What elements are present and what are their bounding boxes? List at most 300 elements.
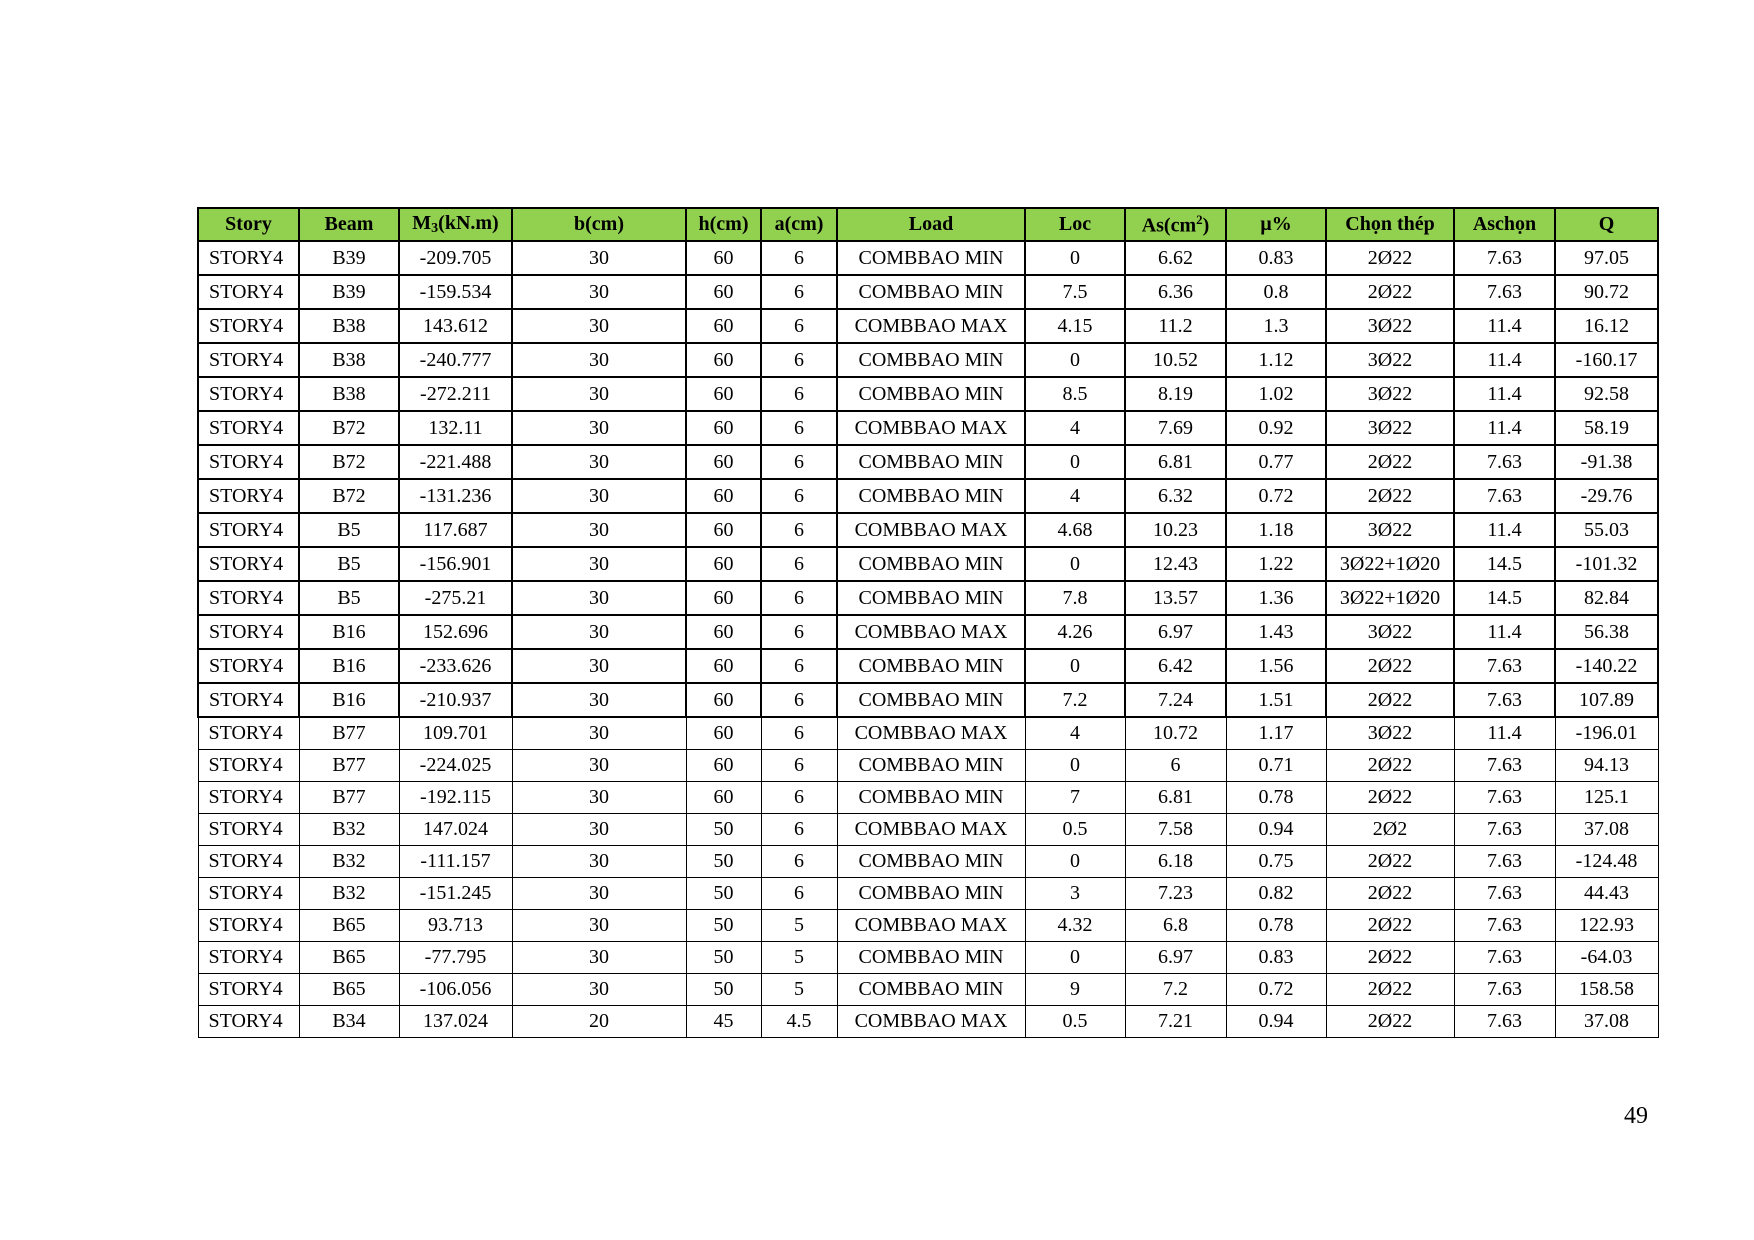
- cell-m3: 117.687: [399, 513, 512, 547]
- cell-m3: -210.937: [399, 683, 512, 717]
- cell-a: 6: [761, 241, 837, 275]
- cell-m3: 132.11: [399, 411, 512, 445]
- cell-as: 6: [1125, 750, 1226, 782]
- cell-mu: 0.94: [1226, 1006, 1326, 1038]
- cell-as: 6.42: [1125, 649, 1226, 683]
- cell-chon-thep: 3Ø22: [1326, 717, 1454, 750]
- cell-a: 6: [761, 649, 837, 683]
- cell-m3: -209.705: [399, 241, 512, 275]
- header-q: Q: [1555, 208, 1658, 241]
- cell-load: COMBBAO MIN: [837, 942, 1025, 974]
- cell-beam: B77: [299, 717, 399, 750]
- table-row: [198, 479, 1658, 513]
- table-row: [198, 615, 1658, 649]
- cell-mu: 0.83: [1226, 942, 1326, 974]
- cell-a: 6: [761, 309, 837, 343]
- cell-aschon: 11.4: [1454, 615, 1555, 649]
- cell-h: 50: [686, 974, 761, 1006]
- cell-loc: 7.8: [1025, 581, 1125, 615]
- header-m3-main: M: [412, 212, 432, 234]
- cell-h: 50: [686, 846, 761, 878]
- cell-b: 20: [512, 1006, 686, 1038]
- cell-story: STORY4: [198, 615, 299, 649]
- cell-m3: -77.795: [399, 942, 512, 974]
- cell-story: STORY4: [198, 343, 299, 377]
- cell-h: 50: [686, 814, 761, 846]
- cell-h: 60: [686, 275, 761, 309]
- table-row: [198, 649, 1658, 683]
- cell-h: 60: [686, 411, 761, 445]
- cell-chon-thep: 2Ø22: [1326, 750, 1454, 782]
- cell-b: 30: [512, 241, 686, 275]
- cell-load: COMBBAO MIN: [837, 241, 1025, 275]
- cell-m3: -221.488: [399, 445, 512, 479]
- cell-q: 107.89: [1555, 683, 1658, 717]
- cell-h: 60: [686, 683, 761, 717]
- cell-a: 6: [761, 846, 837, 878]
- cell-a: 6: [761, 445, 837, 479]
- cell-b: 30: [512, 878, 686, 910]
- cell-b: 30: [512, 717, 686, 750]
- header-as-sup: 2: [1196, 211, 1203, 227]
- cell-chon-thep: 3Ø22+1Ø20: [1326, 581, 1454, 615]
- cell-aschon: 11.4: [1454, 377, 1555, 411]
- beam-reinforcement-table: [197, 207, 1659, 1038]
- cell-mu: 0.77: [1226, 445, 1326, 479]
- cell-beam: B72: [299, 411, 399, 445]
- cell-beam: B72: [299, 445, 399, 479]
- cell-m3: -233.626: [399, 649, 512, 683]
- cell-q: -196.01: [1555, 717, 1658, 750]
- cell-m3: 137.024: [399, 1006, 512, 1038]
- cell-m3: -192.115: [399, 782, 512, 814]
- cell-q: 94.13: [1555, 750, 1658, 782]
- cell-m3: -106.056: [399, 974, 512, 1006]
- header-m3: [399, 208, 512, 241]
- cell-h: 60: [686, 241, 761, 275]
- cell-aschon: 11.4: [1454, 513, 1555, 547]
- cell-loc: 0: [1025, 343, 1125, 377]
- cell-story: STORY4: [198, 275, 299, 309]
- cell-aschon: 7.63: [1454, 649, 1555, 683]
- cell-q: -29.76: [1555, 479, 1658, 513]
- cell-m3: 152.696: [399, 615, 512, 649]
- cell-a: 6: [761, 547, 837, 581]
- cell-load: COMBBAO MIN: [837, 878, 1025, 910]
- cell-as: 6.81: [1125, 445, 1226, 479]
- table-row: [198, 275, 1658, 309]
- page-number: 49: [1624, 1103, 1648, 1129]
- cell-a: 6: [761, 513, 837, 547]
- cell-load: COMBBAO MIN: [837, 750, 1025, 782]
- cell-mu: 0.72: [1226, 974, 1326, 1006]
- cell-aschon: 7.63: [1454, 479, 1555, 513]
- cell-aschon: 7.63: [1454, 910, 1555, 942]
- cell-as: 7.23: [1125, 878, 1226, 910]
- cell-mu: 1.56: [1226, 649, 1326, 683]
- cell-m3: -156.901: [399, 547, 512, 581]
- cell-load: COMBBAO MAX: [837, 1006, 1025, 1038]
- cell-story: STORY4: [198, 309, 299, 343]
- cell-a: 6: [761, 750, 837, 782]
- header-a: a(cm): [761, 208, 837, 241]
- cell-q: 37.08: [1555, 1006, 1658, 1038]
- cell-beam: B5: [299, 513, 399, 547]
- cell-b: 30: [512, 377, 686, 411]
- cell-story: STORY4: [198, 479, 299, 513]
- cell-m3: -275.21: [399, 581, 512, 615]
- cell-loc: 0: [1025, 942, 1125, 974]
- cell-load: COMBBAO MIN: [837, 846, 1025, 878]
- cell-aschon: 7.63: [1454, 974, 1555, 1006]
- cell-beam: B16: [299, 649, 399, 683]
- cell-story: STORY4: [198, 750, 299, 782]
- cell-aschon: 7.63: [1454, 445, 1555, 479]
- cell-m3: 109.701: [399, 717, 512, 750]
- cell-chon-thep: 2Ø22: [1326, 878, 1454, 910]
- cell-b: 30: [512, 942, 686, 974]
- cell-chon-thep: 2Ø22: [1326, 649, 1454, 683]
- cell-beam: B38: [299, 377, 399, 411]
- cell-chon-thep: 3Ø22: [1326, 513, 1454, 547]
- cell-as: 12.43: [1125, 547, 1226, 581]
- cell-q: -101.32: [1555, 547, 1658, 581]
- cell-m3: 93.713: [399, 910, 512, 942]
- table-row: [198, 814, 1658, 846]
- cell-as: 7.21: [1125, 1006, 1226, 1038]
- cell-q: 58.19: [1555, 411, 1658, 445]
- cell-q: 97.05: [1555, 241, 1658, 275]
- cell-q: 56.38: [1555, 615, 1658, 649]
- cell-beam: B65: [299, 942, 399, 974]
- cell-mu: 1.02: [1226, 377, 1326, 411]
- cell-q: -64.03: [1555, 942, 1658, 974]
- cell-story: STORY4: [198, 377, 299, 411]
- cell-aschon: 7.63: [1454, 241, 1555, 275]
- cell-as: 6.8: [1125, 910, 1226, 942]
- cell-load: COMBBAO MIN: [837, 547, 1025, 581]
- cell-load: COMBBAO MIN: [837, 782, 1025, 814]
- cell-as: 7.24: [1125, 683, 1226, 717]
- cell-q: 125.1: [1555, 782, 1658, 814]
- header-as-tail: ): [1202, 214, 1210, 237]
- cell-beam: B72: [299, 479, 399, 513]
- cell-loc: 0: [1025, 846, 1125, 878]
- cell-aschon: 11.4: [1454, 411, 1555, 445]
- cell-load: COMBBAO MAX: [837, 717, 1025, 750]
- cell-chon-thep: 3Ø22: [1326, 377, 1454, 411]
- cell-as: 7.58: [1125, 814, 1226, 846]
- cell-loc: 4: [1025, 479, 1125, 513]
- cell-a: 6: [761, 814, 837, 846]
- cell-load: COMBBAO MAX: [837, 309, 1025, 343]
- cell-q: -140.22: [1555, 649, 1658, 683]
- cell-aschon: 7.63: [1454, 878, 1555, 910]
- cell-beam: B32: [299, 878, 399, 910]
- cell-loc: 9: [1025, 974, 1125, 1006]
- cell-beam: B77: [299, 782, 399, 814]
- cell-h: 60: [686, 377, 761, 411]
- cell-q: 158.58: [1555, 974, 1658, 1006]
- table-row: [198, 1006, 1658, 1038]
- cell-story: STORY4: [198, 974, 299, 1006]
- cell-mu: 0.72: [1226, 479, 1326, 513]
- table-row: [198, 547, 1658, 581]
- cell-as: 6.97: [1125, 942, 1226, 974]
- cell-b: 30: [512, 846, 686, 878]
- cell-mu: 0.82: [1226, 878, 1326, 910]
- cell-chon-thep: 3Ø22: [1326, 343, 1454, 377]
- cell-loc: 0: [1025, 750, 1125, 782]
- cell-b: 30: [512, 547, 686, 581]
- cell-beam: B65: [299, 974, 399, 1006]
- cell-a: 5: [761, 974, 837, 1006]
- cell-load: COMBBAO MAX: [837, 910, 1025, 942]
- cell-aschon: 7.63: [1454, 1006, 1555, 1038]
- header-m3-sub: 3: [431, 221, 439, 236]
- cell-b: 30: [512, 445, 686, 479]
- cell-beam: B32: [299, 814, 399, 846]
- header-h: h(cm): [686, 208, 761, 241]
- cell-as: 7.69: [1125, 411, 1226, 445]
- cell-story: STORY4: [198, 683, 299, 717]
- cell-as: 6.62: [1125, 241, 1226, 275]
- cell-beam: B16: [299, 615, 399, 649]
- cell-loc: 8.5: [1025, 377, 1125, 411]
- cell-chon-thep: 2Ø22: [1326, 479, 1454, 513]
- cell-b: 30: [512, 581, 686, 615]
- cell-m3: 143.612: [399, 309, 512, 343]
- table-row: [198, 581, 1658, 615]
- cell-h: 60: [686, 750, 761, 782]
- cell-m3: -272.211: [399, 377, 512, 411]
- header-beam: Beam: [299, 208, 399, 241]
- header-b: b(cm): [512, 208, 686, 241]
- cell-h: 60: [686, 717, 761, 750]
- cell-m3: -159.534: [399, 275, 512, 309]
- cell-chon-thep: 3Ø22+1Ø20: [1326, 547, 1454, 581]
- cell-loc: 0: [1025, 547, 1125, 581]
- cell-mu: 1.17: [1226, 717, 1326, 750]
- cell-mu: 0.78: [1226, 782, 1326, 814]
- cell-b: 30: [512, 411, 686, 445]
- cell-b: 30: [512, 309, 686, 343]
- cell-as: 6.18: [1125, 846, 1226, 878]
- cell-loc: 4.15: [1025, 309, 1125, 343]
- table-body: [198, 241, 1658, 1038]
- cell-m3: -240.777: [399, 343, 512, 377]
- cell-mu: 1.51: [1226, 683, 1326, 717]
- cell-a: 6: [761, 717, 837, 750]
- cell-loc: 0.5: [1025, 1006, 1125, 1038]
- cell-m3: -224.025: [399, 750, 512, 782]
- cell-chon-thep: 2Ø22: [1326, 974, 1454, 1006]
- cell-m3: -131.236: [399, 479, 512, 513]
- cell-a: 6: [761, 275, 837, 309]
- cell-as: 10.23: [1125, 513, 1226, 547]
- cell-h: 50: [686, 942, 761, 974]
- table-row: [198, 445, 1658, 479]
- cell-chon-thep: 3Ø22: [1326, 411, 1454, 445]
- cell-aschon: 7.63: [1454, 942, 1555, 974]
- table-row: [198, 683, 1658, 717]
- cell-a: 6: [761, 581, 837, 615]
- cell-a: 6: [761, 878, 837, 910]
- header-aschon: Aschọn: [1454, 208, 1555, 241]
- cell-aschon: 11.4: [1454, 309, 1555, 343]
- cell-chon-thep: 2Ø2: [1326, 814, 1454, 846]
- cell-q: 92.58: [1555, 377, 1658, 411]
- cell-h: 60: [686, 309, 761, 343]
- cell-story: STORY4: [198, 878, 299, 910]
- cell-chon-thep: 2Ø22: [1326, 782, 1454, 814]
- table-row: [198, 942, 1658, 974]
- cell-h: 60: [686, 547, 761, 581]
- cell-aschon: 7.63: [1454, 814, 1555, 846]
- cell-h: 60: [686, 445, 761, 479]
- cell-loc: 4: [1025, 717, 1125, 750]
- header-loc: Loc: [1025, 208, 1125, 241]
- table-row: [198, 513, 1658, 547]
- cell-aschon: 7.63: [1454, 750, 1555, 782]
- header-mu: µ%: [1226, 208, 1326, 241]
- cell-loc: 7.2: [1025, 683, 1125, 717]
- cell-loc: 0: [1025, 445, 1125, 479]
- cell-q: 44.43: [1555, 878, 1658, 910]
- cell-a: 6: [761, 377, 837, 411]
- header-story: Story: [198, 208, 299, 241]
- cell-mu: 0.92: [1226, 411, 1326, 445]
- cell-story: STORY4: [198, 547, 299, 581]
- cell-as: 6.32: [1125, 479, 1226, 513]
- beam-reinforcement-sheet: [197, 207, 1657, 1038]
- cell-beam: B38: [299, 343, 399, 377]
- table-row: [198, 782, 1658, 814]
- cell-as: 6.97: [1125, 615, 1226, 649]
- cell-aschon: 14.5: [1454, 547, 1555, 581]
- cell-h: 60: [686, 513, 761, 547]
- cell-b: 30: [512, 814, 686, 846]
- cell-loc: 7: [1025, 782, 1125, 814]
- cell-mu: 0.78: [1226, 910, 1326, 942]
- cell-as: 11.2: [1125, 309, 1226, 343]
- table-row: [198, 846, 1658, 878]
- cell-mu: 0.8: [1226, 275, 1326, 309]
- cell-m3: 147.024: [399, 814, 512, 846]
- cell-story: STORY4: [198, 846, 299, 878]
- cell-mu: 0.83: [1226, 241, 1326, 275]
- cell-h: 60: [686, 649, 761, 683]
- cell-story: STORY4: [198, 649, 299, 683]
- table-row: [198, 910, 1658, 942]
- cell-q: -124.48: [1555, 846, 1658, 878]
- cell-as: 13.57: [1125, 581, 1226, 615]
- cell-loc: 0.5: [1025, 814, 1125, 846]
- cell-chon-thep: 2Ø22: [1326, 445, 1454, 479]
- cell-loc: 3: [1025, 878, 1125, 910]
- cell-beam: B65: [299, 910, 399, 942]
- cell-load: COMBBAO MIN: [837, 683, 1025, 717]
- cell-b: 30: [512, 910, 686, 942]
- header-m3-unit: (kN.m): [438, 212, 499, 234]
- header-row: [198, 208, 1658, 241]
- cell-h: 60: [686, 782, 761, 814]
- table-row: [198, 974, 1658, 1006]
- cell-b: 30: [512, 649, 686, 683]
- cell-load: COMBBAO MIN: [837, 445, 1025, 479]
- cell-mu: 0.71: [1226, 750, 1326, 782]
- cell-loc: 4: [1025, 411, 1125, 445]
- cell-story: STORY4: [198, 411, 299, 445]
- cell-beam: B34: [299, 1006, 399, 1038]
- cell-aschon: 11.4: [1454, 717, 1555, 750]
- cell-story: STORY4: [198, 241, 299, 275]
- cell-b: 30: [512, 750, 686, 782]
- cell-chon-thep: 2Ø22: [1326, 275, 1454, 309]
- cell-a: 6: [761, 411, 837, 445]
- table-row: [198, 343, 1658, 377]
- cell-h: 45: [686, 1006, 761, 1038]
- cell-mu: 1.12: [1226, 343, 1326, 377]
- cell-mu: 1.22: [1226, 547, 1326, 581]
- cell-a: 5: [761, 942, 837, 974]
- cell-load: COMBBAO MAX: [837, 814, 1025, 846]
- cell-as: 8.19: [1125, 377, 1226, 411]
- cell-loc: 0: [1025, 649, 1125, 683]
- table-row: [198, 750, 1658, 782]
- cell-beam: B39: [299, 241, 399, 275]
- cell-mu: 0.75: [1226, 846, 1326, 878]
- cell-b: 30: [512, 513, 686, 547]
- cell-mu: 0.94: [1226, 814, 1326, 846]
- cell-chon-thep: 2Ø22: [1326, 942, 1454, 974]
- cell-q: 37.08: [1555, 814, 1658, 846]
- cell-b: 30: [512, 683, 686, 717]
- table-row: [198, 411, 1658, 445]
- cell-q: 90.72: [1555, 275, 1658, 309]
- cell-a: 6: [761, 683, 837, 717]
- cell-beam: B39: [299, 275, 399, 309]
- cell-b: 30: [512, 479, 686, 513]
- cell-loc: 4.68: [1025, 513, 1125, 547]
- table-row: [198, 241, 1658, 275]
- cell-beam: B32: [299, 846, 399, 878]
- cell-beam: B38: [299, 309, 399, 343]
- cell-load: COMBBAO MIN: [837, 275, 1025, 309]
- table-row: [198, 309, 1658, 343]
- cell-b: 30: [512, 343, 686, 377]
- cell-m3: -151.245: [399, 878, 512, 910]
- cell-story: STORY4: [198, 910, 299, 942]
- cell-aschon: 7.63: [1454, 846, 1555, 878]
- cell-q: 55.03: [1555, 513, 1658, 547]
- cell-a: 6: [761, 343, 837, 377]
- cell-beam: B16: [299, 683, 399, 717]
- cell-b: 30: [512, 782, 686, 814]
- cell-story: STORY4: [198, 717, 299, 750]
- cell-story: STORY4: [198, 1006, 299, 1038]
- table-row: [198, 377, 1658, 411]
- cell-load: COMBBAO MIN: [837, 377, 1025, 411]
- cell-load: COMBBAO MIN: [837, 649, 1025, 683]
- table-row: [198, 878, 1658, 910]
- cell-h: 60: [686, 581, 761, 615]
- cell-b: 30: [512, 615, 686, 649]
- cell-a: 4.5: [761, 1006, 837, 1038]
- cell-as: 7.2: [1125, 974, 1226, 1006]
- cell-h: 50: [686, 910, 761, 942]
- cell-as: 6.81: [1125, 782, 1226, 814]
